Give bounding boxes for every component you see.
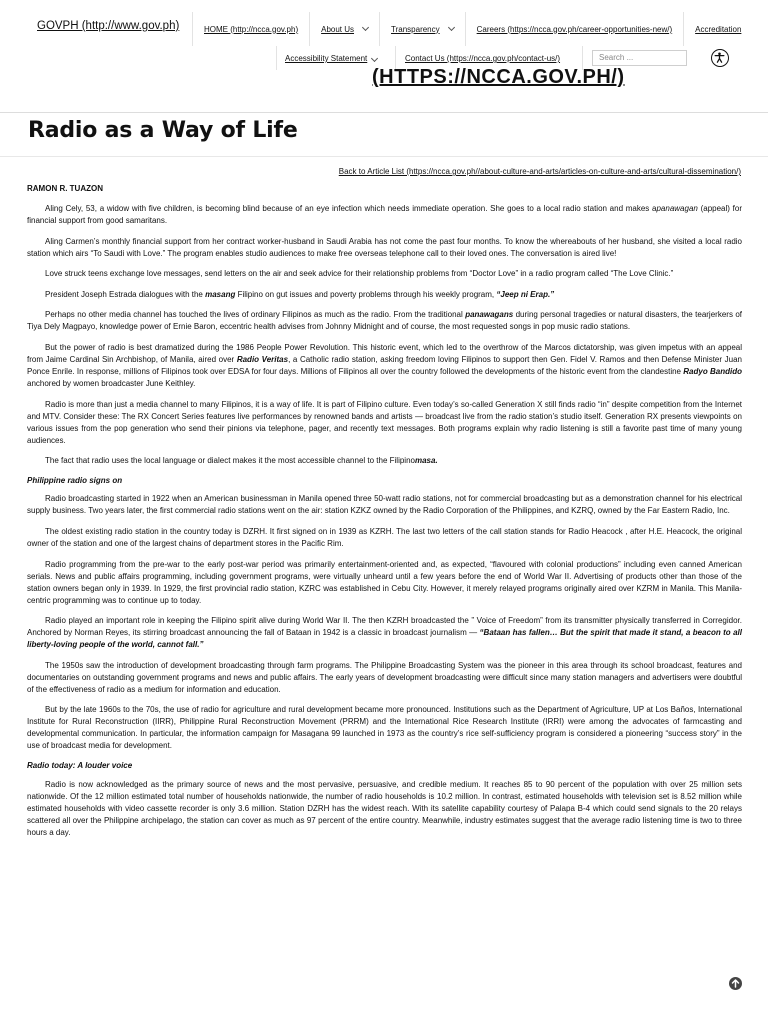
paragraph-text: Radio played an important role in keeping the Filipino spirit alive during World War II. The then KZRH broadcasted the ” Voice of Freedom” from its transmitter physically transferred in Corregidor. Anchored by Norman Reyes, its stirring broadcast announcing the fall of Bataan in 1942 is a classic in broadcast journalism —: [27, 616, 742, 638]
article-paragraph: [27, 559, 742, 607]
nav-divider: [276, 46, 277, 70]
paragraph-text: Aling Cely, 53, a widow with five children, is becoming blind because of an eye infection which needs immediate operation. She goes to a local radio station and makes a: [45, 204, 657, 213]
govph-link[interactable]: GOVPH (http://www.gov.ph): [37, 20, 180, 32]
nav-label: HOME (http://ncca.gov.ph): [204, 24, 299, 34]
chevron-down-icon: [362, 24, 369, 31]
nav-item-careers[interactable]: [466, 25, 684, 34]
paragraph-text: Radio broadcasting started in 1922 when an American businessman in Manila opened three 50-watt radio stations, not for commercial broadcasting but as a demonstration channel for his electrical supply business. Two years later, the first commercial radio stations went on the air: station KZKZ owned by the Radio Corporation of the Philippines, and KZRQ, owned by the Far Eastern Radio, Inc.: [27, 494, 742, 516]
paragraph-text: during personal tragedies or natural disasters, the tearjerkers of Tiya Dely Magpayo, knowledge power of Ernie Baron, eccentric health advises from Johnny Midnight and of course, the most requested songs in pop music radio stations.: [27, 310, 743, 332]
article-paragraph: [27, 203, 742, 227]
emphasis-text: panawagan: [656, 204, 698, 213]
article-paragraph: [27, 309, 742, 333]
page-title: Radio as a Way of Life: [28, 118, 298, 143]
section-heading: [27, 476, 742, 485]
arrow-up-icon: [729, 977, 742, 990]
paragraph-text: Philippine radio signs on: [27, 475, 123, 485]
accessibility-icon[interactable]: [711, 49, 729, 67]
nav-label: Accessibility Statement: [285, 54, 368, 63]
article-paragraph: [27, 779, 742, 839]
article-paragraph: [27, 236, 742, 260]
nav-label: Accreditation: [695, 24, 742, 34]
article-paragraph: [27, 289, 742, 301]
paragraph-text: anchored by women broadcaster June Keithley.: [27, 378, 196, 388]
emphasis-text: Radio Veritas: [236, 354, 289, 364]
paragraph-text: Radio is now acknowledged as the primary source of news and the most pervasive, persuasive, and credible medium. It reaches 85 to 90 percent of the population with over 25 million sets nationwide. Of the 12 million estimated total number of households nationwide, the number of radio households is 10.2 million. In contrast, estimated households with television set is 8.52 million while estimated households with video cassette recorder is only 3.6 million. Station DZRH has the widest reach. With its satellite capability courtesy of Palapa B-4 which could send signals to the 20 relays scattered all over the Philippine archipelago, the station can cover as much as 97 percent of the entire country. Meanwhile, industry estimates suggest that the average radio listening time is two to three hours a day.: [27, 779, 742, 837]
article-paragraph: [27, 342, 742, 390]
article-body: [27, 184, 742, 847]
nav-item-contact[interactable]: [405, 54, 560, 63]
main-nav: [192, 12, 752, 46]
back-to-list-link[interactable]: Back to Article List (https://ncca.gov.ph//about-culture-and-arts/articles-on-culture-and-arts/cultural-dissemination/): [338, 167, 741, 176]
article-paragraph: [27, 455, 742, 467]
nav-label: Transparency: [391, 24, 440, 34]
paragraph-text: (appeal) for financial support from good samaritans.: [27, 204, 742, 225]
paragraph-text: Radio today: A louder voice: [27, 760, 133, 770]
chevron-down-icon: [448, 24, 455, 31]
back-to-top-button[interactable]: [729, 977, 742, 990]
paragraph-text: President Joseph Estrada dialogues with the: [45, 289, 206, 299]
paragraph-text: Perhaps no other media channel has touched the lives of ordinary Filipinos as much as the radio. From the traditional: [45, 310, 466, 320]
emphasis-text: panawagans: [465, 310, 514, 320]
paragraph-text: The fact that radio uses the local language or dialect makes it the most accessible channel to the Filipino: [45, 456, 415, 466]
site-url-link[interactable]: (HTTPS://NCCA.GOV.PH/): [372, 66, 625, 88]
chevron-down-icon: [371, 55, 378, 62]
paragraph-text: Filipino on gut issues and poverty problems through his weekly program,: [235, 289, 497, 299]
article-paragraph: [27, 615, 742, 651]
paragraph-text: The oldest existing radio station in the country today is DZRH. It first signed on in 1939 as KZRH. The last two letters of the call station stands for Radio Heacock , after H.E. Heacock, the original owner of the station and one of the largest chains of department stores in the Pacific Rim.: [27, 526, 742, 548]
paragraph-text: But the power of radio is best dramatized during the 1986 People Power Revolution. This historic event, which led to the overthrow of the Marcos dictatorship, was given impetus with an appeal from Jaime Cardinal Sin Archbishop, of Manila, aired over: [27, 342, 742, 364]
nav-item-transparency[interactable]: [380, 25, 465, 34]
nav-item-about[interactable]: [310, 25, 379, 34]
paragraph-text: Radio programming from the pre-war to the early post-war period was primarily entertainment-oriented and, as expected, “flavoured with colonial productions” including even canned American serials. News and public affairs programming, including government programs, were virtually unheard until a few years before the end of World War II. Advertising of products other than those of the station owners began only in 1939. In 1929, the first provincial radio station, KZRC was established in Cebu City. However, it merely relayed programs originally aired over KZRM in Manila. This Manila-centric programming was to continue up to today.: [27, 559, 742, 605]
paragraph-text: Radio is more than just a media channel to many Filipinos, it is a way of life. It is part of Filipino culture. Even today’s so-called Generation X still finds radio “in” despite competition from the Internet and MTV. Consider these: The RX Concert Series features live performances by renowned bands and artists — broadcast live from the radio station’s studio itself. Generation RX presents viewpoints on various issues from the pop generation who send their pinions via telephone, pager, and recently text messages. Both programs explain why radio listening is still a favorite past time of many young audiences.: [27, 399, 742, 445]
emphasis-text: “Bataan has fallen… But the spirit that made it stand, a beacon to all liberty-loving people of the world, cannot fall.”: [27, 628, 742, 650]
paragraph-text: But by the late 1960s to the 70s, the use of radio for agriculture and rural development became more pronounced. Institutions such as the Department of Agriculture, UP at Los Baños, International Institute for Rural Reconstruction (IIRR), Philippine Rural Reconstruction Movement (PRRM) and the International Rice Research Institute (IRRI) were among the advocates of farmcasting and developmental communication. In particular, the information campaign for Masagana 99 launched in 1973 as the country’s rice self-sufficiency program is considered a pioneering “success story” in the use of broadcast media for development.: [27, 705, 742, 751]
nav-item-accessibility[interactable]: [285, 54, 377, 63]
emphasis-text: “Jeep ni Erap.”: [496, 289, 555, 299]
emphasis-text: Radyo Bandido: [683, 366, 742, 376]
article-paragraph: [27, 493, 742, 517]
emphasis-text: masang: [205, 289, 236, 299]
article-paragraph: [27, 399, 742, 447]
header-divider: [0, 112, 768, 113]
search-input[interactable]: Search ...: [592, 50, 687, 66]
nav-item-accreditation[interactable]: [684, 25, 752, 34]
paragraph-text: The 1950s saw the introduction of development broadcasting through farm programs. The Philippine Broadcasting System was the pioneer in this area through its school broadcast, features and documentaries on outstanding government programs and news and public affairs. The early years of development broadcasting were difficult since many station managers and advertisers were doubtful of the effectiveness of radio as a medium for information and education.: [27, 660, 742, 694]
paragraph-text: , a Catholic radio station, asking freedom loving Filipinos to support then Gen. Fidel V. Ramos and then Defense Minister Juan Ponce Enrile. In response, millions of Filipinos took over EDSA for four days. Millions of Filipinos all over the country followed the developments of the historic event from the clandestine: [27, 354, 743, 376]
nav-label: Contact Us (https://ncca.gov.ph/contact-us/): [405, 54, 561, 63]
nav-label: About Us: [321, 24, 355, 34]
site-header: [0, 0, 768, 118]
article-paragraph: [27, 526, 742, 550]
section-heading: [27, 761, 742, 770]
article-paragraph: [27, 660, 742, 696]
paragraph-text: Love struck teens exchange love messages, send letters on the air and seek advice for their relationship problems from “Doctor Love” in a radio program called “The Love Clinic.”: [45, 269, 674, 279]
article-author: RAMON R. TUAZON: [27, 184, 103, 193]
paragraph-text: Aling Carmen’s monthly financial support from her contract worker-husband in Saudi Arabia has not come the past four months. To know the whereabouts of her husband, she visited a local radio station which airs “To Saudi with Love.” The program enables studio audiences to make free overseas telephone call to their loved ones. The conversation is aired live!: [27, 236, 742, 258]
emphasis-text: masa.: [414, 456, 438, 466]
nav-label: Careers (https://ncca.gov.ph/career-opportunities-new/): [476, 24, 673, 34]
article-content: [27, 203, 742, 839]
article-paragraph: [27, 268, 742, 280]
nav-item-home[interactable]: [193, 25, 309, 34]
article-paragraph: [27, 704, 742, 752]
title-divider: [0, 156, 768, 157]
